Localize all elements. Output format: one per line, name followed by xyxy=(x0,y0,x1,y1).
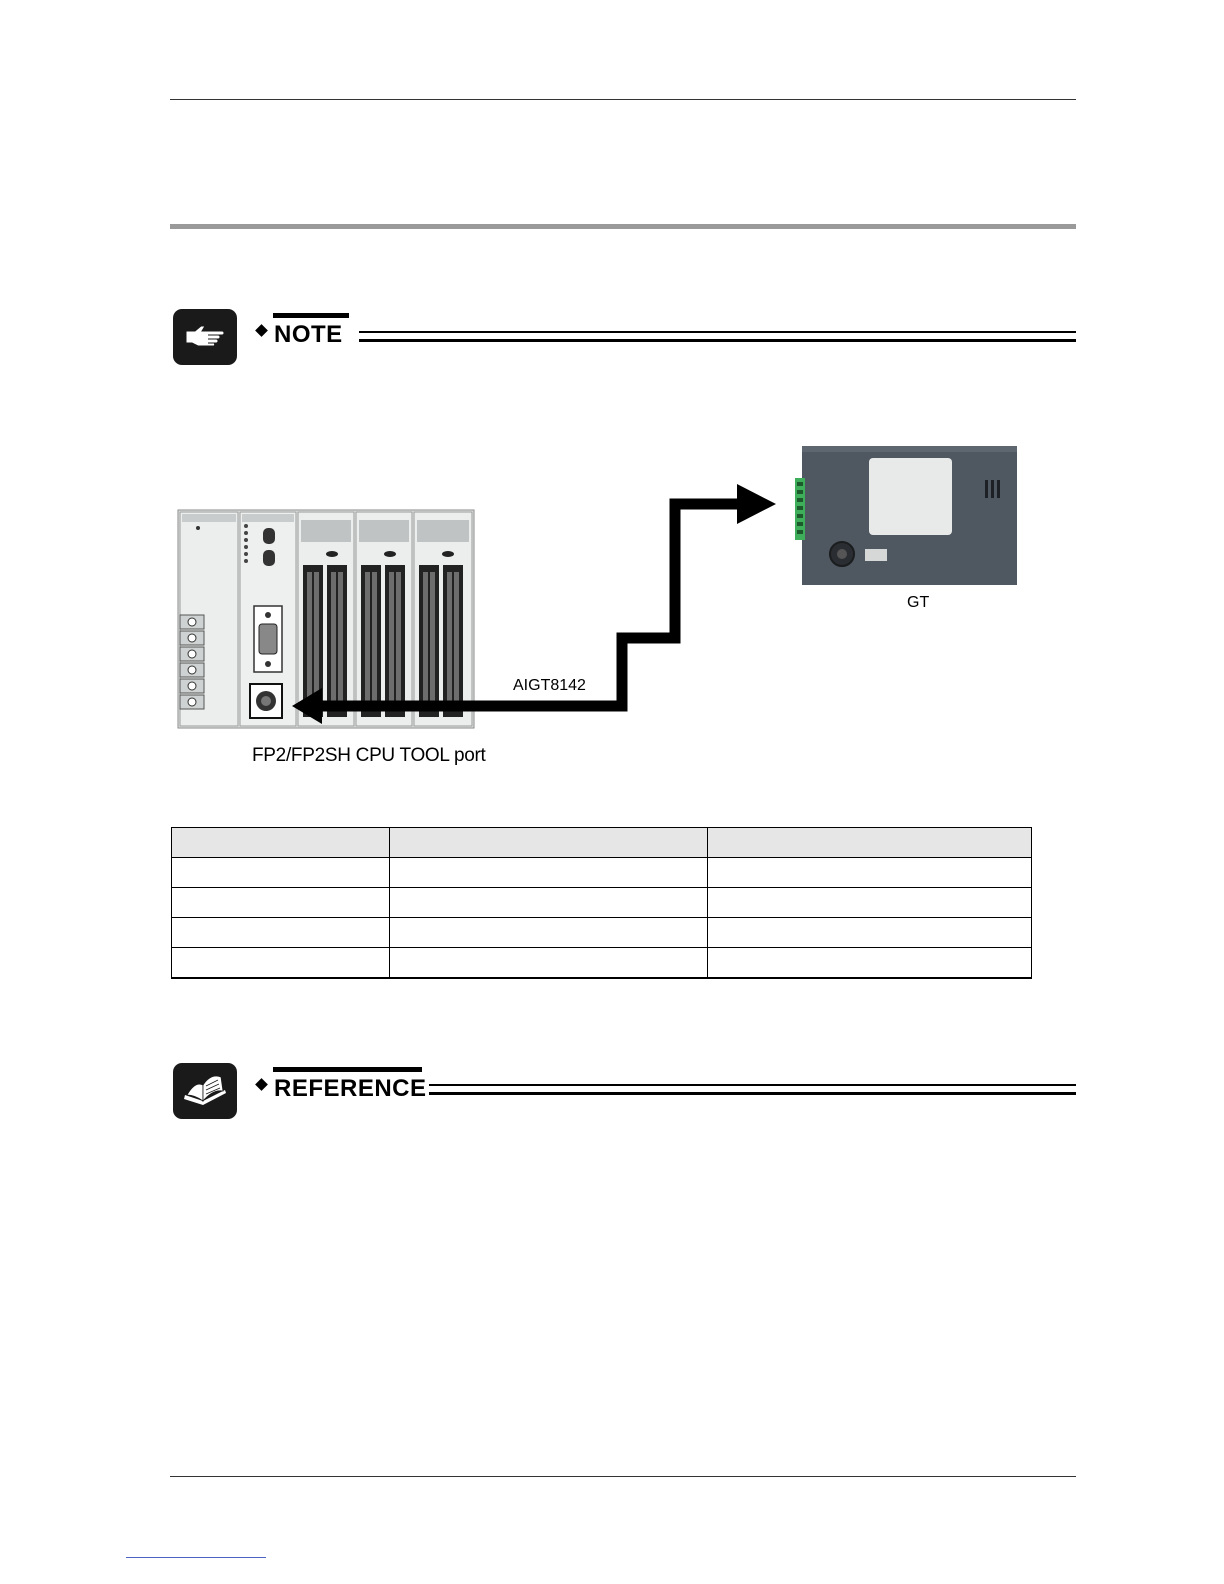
table-header-cell xyxy=(708,828,1032,858)
table-cell xyxy=(708,858,1032,888)
fp2-plc-image xyxy=(178,510,474,728)
table-row xyxy=(172,918,1032,948)
io-modules xyxy=(298,512,472,726)
reference-double-rule xyxy=(429,1084,1076,1095)
table-cell xyxy=(389,858,708,888)
footer-link-underline[interactable] xyxy=(126,1557,266,1558)
cable-label: AIGT8142 xyxy=(513,677,586,694)
note-callout xyxy=(173,309,1076,369)
reference-heading-bar xyxy=(273,1067,422,1072)
table-cell xyxy=(389,888,708,918)
note-heading-bar xyxy=(273,313,349,318)
table-header-row xyxy=(172,828,1032,858)
note-heading xyxy=(257,313,349,349)
arrow-head-gt xyxy=(737,484,776,524)
reference-callout xyxy=(173,1063,1076,1123)
open-book-icon xyxy=(173,1063,237,1119)
table-header-cell xyxy=(389,828,708,858)
table-cell xyxy=(708,888,1032,918)
diamond-icon xyxy=(255,324,268,337)
table-cell xyxy=(172,918,390,948)
note-double-rule xyxy=(359,331,1076,342)
table-cell xyxy=(389,918,708,948)
table-cell xyxy=(172,858,390,888)
reference-heading xyxy=(257,1067,427,1103)
section-divider xyxy=(170,224,1076,229)
table-header-cell xyxy=(172,828,390,858)
table-cell xyxy=(172,948,390,979)
table-cell xyxy=(708,948,1032,979)
reference-label: REFERENCE xyxy=(274,1075,427,1102)
diamond-icon xyxy=(255,1078,268,1091)
table-cell xyxy=(708,918,1032,948)
note-label: NOTE xyxy=(274,321,343,348)
header-rule xyxy=(170,99,1076,100)
table-row xyxy=(172,888,1032,918)
table-row xyxy=(172,858,1032,888)
gt-caption: GT xyxy=(907,594,930,611)
table-row xyxy=(172,948,1032,979)
pointing-hand-icon xyxy=(173,309,237,365)
table-cell xyxy=(172,888,390,918)
cable-spec-table xyxy=(171,827,1032,979)
table-cell xyxy=(389,948,708,979)
gt-unit-image xyxy=(795,446,1017,585)
plc-caption: FP2/FP2SH CPU TOOL port xyxy=(252,745,486,766)
footer-rule xyxy=(170,1476,1076,1477)
